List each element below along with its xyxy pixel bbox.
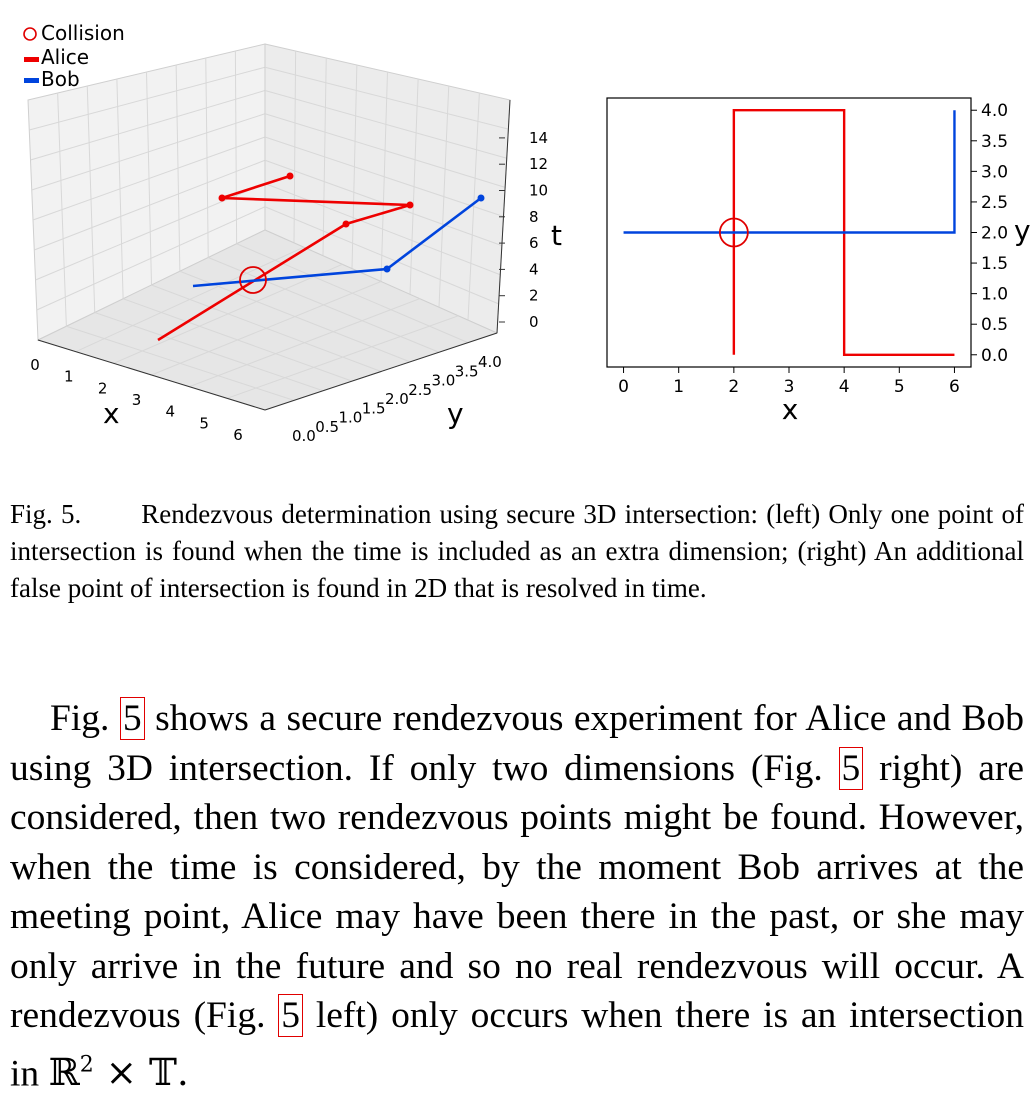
y-tick-label: 0.5 <box>315 417 340 436</box>
legend-bob-label: Bob <box>41 67 80 91</box>
legend-collision-marker <box>24 28 36 40</box>
x-tick-label: 1 <box>64 367 74 386</box>
series-marker-alice <box>219 195 226 202</box>
t-tick-label: 12 <box>529 155 549 174</box>
y-tick-label: 3.0 <box>431 371 456 390</box>
x-tick-label: 1 <box>673 377 685 397</box>
y-tick-label: 3.5 <box>981 131 1009 152</box>
x-tick-label: 5 <box>893 377 905 397</box>
x-tick-label: 4 <box>165 402 176 421</box>
figure-3d-plot <box>0 0 560 460</box>
figure-caption <box>10 496 1024 607</box>
x-tick-label: 4 <box>838 377 850 397</box>
t-tick-label: 2 <box>529 286 539 305</box>
series-marker-alice <box>343 221 350 228</box>
math-rest: × 𝕋. <box>93 1050 189 1094</box>
series-line-bob <box>624 110 955 232</box>
x-tick-label: 0 <box>618 377 629 397</box>
body-paragraph <box>10 694 1024 1099</box>
x-tick-label: 6 <box>949 377 960 397</box>
y-tick-label: 2.5 <box>408 380 433 399</box>
math-base: ℝ <box>48 1050 80 1094</box>
x-tick-label: 3 <box>131 391 142 409</box>
y-axis-label: y <box>447 397 464 430</box>
y-tick-label: 3.0 <box>981 162 1009 183</box>
y-tick-label: 0.0 <box>981 345 1009 366</box>
series-marker-bob <box>478 195 485 202</box>
x-tick-label: 3 <box>783 377 795 397</box>
legend-alice-label: Alice <box>41 45 90 69</box>
paragraph-text: Fig. <box>50 698 120 739</box>
figure-reference-link[interactable]: 5 <box>278 994 303 1037</box>
x-axis-label-2d: x <box>781 393 799 426</box>
y-tick-labels-2d <box>971 101 1008 366</box>
series-marker-bob <box>384 266 391 273</box>
y-axis-label-2d: y <box>1014 214 1031 247</box>
caption-label: Fig. 5. <box>10 499 82 529</box>
t-tick-label: 14 <box>529 128 549 147</box>
y-tick-label: 0.5 <box>981 315 1009 336</box>
figure-reference-link[interactable]: 5 <box>839 747 864 790</box>
x-tick-label: 2 <box>97 379 108 398</box>
y-tick-label: 4.0 <box>981 101 1009 122</box>
y-tick-label: 1.0 <box>981 284 1009 305</box>
y-tick-label: 1.5 <box>361 399 386 418</box>
caption-text: Rendezvous determination using secure 3D intersection: (left) Only one point of intersection is found when the time is included as an extra dimension; (right) An additional false point of intersection is found in 2D that is resolved in time. <box>10 499 1024 603</box>
y-tick-label: 3.5 <box>454 362 479 381</box>
math-exponent: 2 <box>79 1052 94 1078</box>
x-tick-label: 6 <box>233 426 243 444</box>
legend-bob-swatch <box>24 78 39 83</box>
t-tick-label: 4 <box>529 260 539 279</box>
series-marker-alice <box>287 173 294 180</box>
x-axis-label: x <box>103 397 120 430</box>
legend-alice-swatch <box>24 57 39 62</box>
math-expression <box>49 1050 189 1094</box>
y-tick-label: 4.0 <box>478 353 502 371</box>
paragraph-text: right) are considered, then two rendezvous points might be found. However, when the time is considered, by the moment Bob arrives at the meeting point, Alice may have been there in the past, or she may only arrive in the future and so no real rendezvous will occur. A rendezvous (Fig. <box>10 747 1024 1036</box>
y-tick-label: 1.5 <box>981 254 1009 275</box>
y-tick-label: 2.5 <box>981 192 1009 213</box>
y-tick-label: 2.0 <box>385 390 409 408</box>
x-tick-label: 0 <box>30 356 40 374</box>
figure-2d-plot <box>560 80 1034 440</box>
x-tick-label: 5 <box>199 414 209 433</box>
figure-reference-link[interactable]: 5 <box>120 697 145 740</box>
series-marker-alice <box>407 202 414 209</box>
t-tick-label: 8 <box>529 207 539 226</box>
y-tick-label: 0.0 <box>292 427 316 445</box>
y-tick-label: 2.0 <box>981 223 1009 244</box>
t-tick-label: 10 <box>529 181 549 200</box>
series-group-2d <box>624 110 955 355</box>
t-tick-label: 0 <box>529 313 539 331</box>
paragraph-text: shows a secure rendezvous experiment for Alice and Bob using 3D intersection. If only two dimensions (Fig. <box>10 698 1024 789</box>
x-tick-label: 2 <box>728 377 740 397</box>
t-tick-label: 6 <box>529 234 539 253</box>
y-tick-label: 1.0 <box>338 408 363 427</box>
paragraph-text: left) only occurs when there is an intersection in <box>10 995 1025 1094</box>
t-axis-label: t <box>551 219 562 252</box>
legend-collision-label: Collision <box>41 21 125 45</box>
